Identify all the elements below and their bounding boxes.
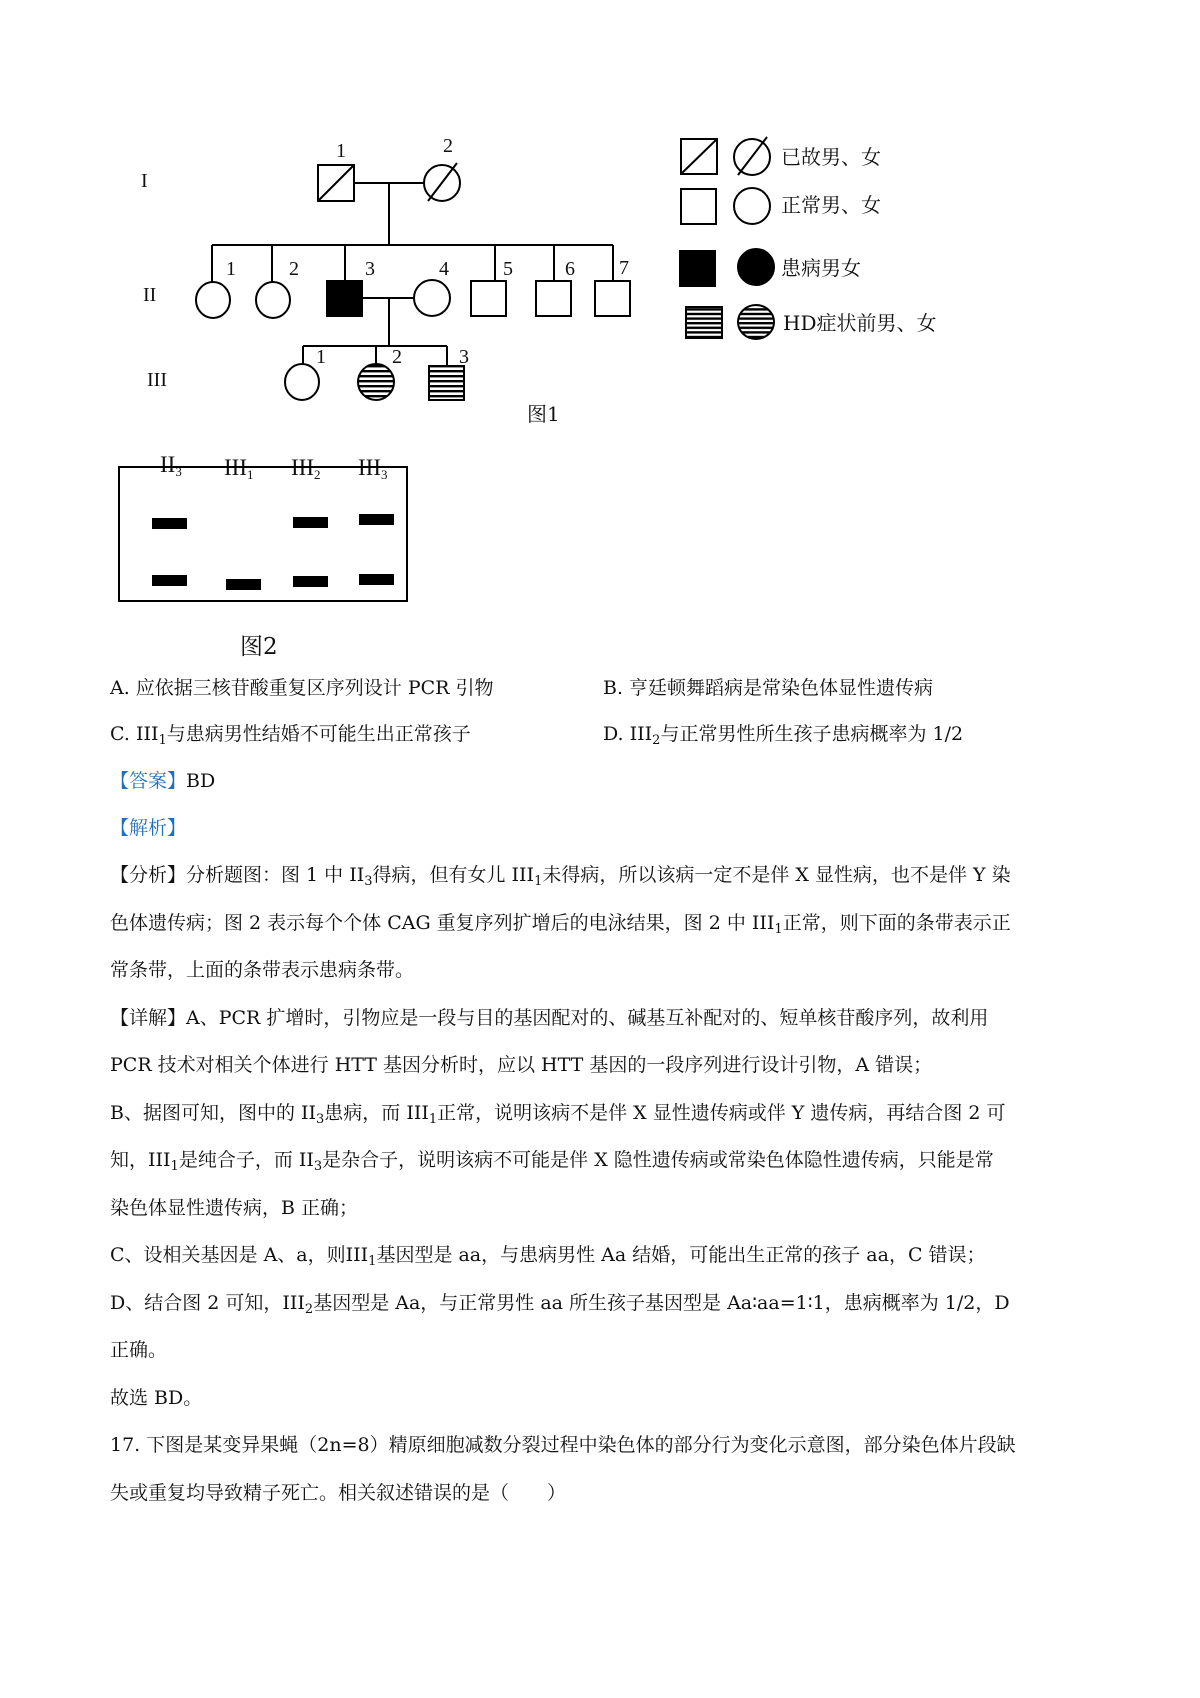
lane-label-II3: $II_3$: [160, 452, 182, 479]
analysis-tag: 【解析】: [110, 817, 187, 839]
pedigree-III2-presymptomatic-female: [358, 364, 394, 400]
option-b: B. 亨廷顿舞蹈病是常染色体显性遗传病: [603, 677, 934, 699]
num-III2: 2: [392, 346, 402, 368]
num-III1: 1: [316, 346, 326, 368]
xiangjie-c-line: C、设相关基因是 A、a，则$III_1$基因型是 aa，与患病男性 Aa 结婚，可能出生正常的孩子 aa，C 错误；: [110, 1244, 986, 1269]
pedigree-figure: [0, 0, 1200, 430]
xiangjie-b-line-2: 知，$III_1$是纯合子，而 $II_3$是杂合子，说明该病不可能是伴 X 隐性遗传病或常染色体隐性遗传病，只能是常: [110, 1149, 994, 1174]
fenxi-line-2: 色体遗传病；图 2 表示每个个体 CAG 重复序列扩增后的电泳结果，图 2 中 $III_1$正常，则下面的条带表示正: [110, 912, 1011, 937]
pedigree-III3-presymptomatic-male: [429, 366, 464, 400]
q17-line-1: 17. 下图是某变异果蝇（2n=8）精原细胞减数分裂过程中染色体的部分行为变化示意图，部分染色体片段缺: [110, 1434, 1016, 1456]
lane-label-III1: $III_1$: [224, 455, 254, 482]
num-II6: 6: [565, 258, 575, 280]
gen-label-I: I: [141, 170, 148, 192]
num-I2: 2: [443, 135, 453, 157]
fenxi-line-3: 常条带，上面的条带表示患病条带。: [110, 959, 415, 981]
xiangjie-d-line-1: D、结合图 2 可知，$III_2$基因型是 Aa，与正常男性 aa 所生孩子基因型是 Aa∶aa=1∶1，患病概率为 1/2，D: [110, 1292, 1010, 1317]
legend-deceased-label: 已故男、女: [781, 145, 881, 169]
pedigree-II7-male: [595, 281, 630, 316]
pedigree-II5-male: [471, 281, 506, 316]
pedigree-II2-female: [256, 282, 290, 318]
figure1-caption: 图1: [527, 402, 560, 426]
gen-label-II: II: [143, 284, 157, 306]
legend-presymptomatic-female-icon: [738, 305, 774, 339]
xiangjie-b-line-1: B、据图可知，图中的 $II_3$患病，而 $III_1$正常，说明该病不是伴 X 显性遗传病或伴 Y 遗传病，再结合图 2 可: [110, 1102, 1006, 1127]
gel-upper-band: [152, 518, 187, 529]
gel-lower-band: [293, 576, 328, 587]
num-II5: 5: [503, 258, 513, 280]
num-II7: 7: [619, 257, 629, 279]
option-a: A. 应依据三核苷酸重复区序列设计 PCR 引物: [110, 677, 494, 699]
xiangjie-end: 故选 BD。: [110, 1387, 203, 1409]
pedigree-II1-female: [196, 282, 230, 318]
pedigree-II4-female: [414, 280, 450, 316]
figure2-caption: 图2: [240, 634, 278, 660]
lane-label-III2: $III_2$: [291, 455, 321, 482]
option-c: C. $III_1$与患病男性结婚不可能生出正常孩子: [110, 723, 471, 748]
xiangjie-line-2: PCR 技术对相关个体进行 HTT 基因分析时，应以 HTT 基因的一段序列进行设计引物，A 错误；: [110, 1054, 933, 1076]
xiangjie-line-1: 【详解】A、PCR 扩增时，引物应是一段与目的基因配对的、碱基互补配对的、短单核苷酸序列，故利用: [110, 1007, 989, 1029]
gel-lower-band: [152, 575, 187, 586]
legend-affected-female-icon: [738, 249, 774, 285]
gel-upper-band: [293, 517, 328, 528]
answer-tag: 【答案】: [110, 770, 187, 792]
num-II2: 2: [289, 258, 299, 280]
legend-normal-female-icon: [734, 188, 770, 224]
pedigree-II3-affected-male: [327, 281, 362, 316]
num-I1: 1: [336, 140, 346, 162]
gel-lower-band: [226, 579, 261, 590]
xiangjie-d-line-2: 正确。: [110, 1339, 168, 1361]
option-d: D. $III_2$与正常男性所生孩子患病概率为 1/2: [603, 723, 964, 748]
num-II1: 1: [226, 258, 236, 280]
legend-presymptomatic-male-icon: [686, 307, 722, 338]
legend-affected-male-icon: [680, 251, 715, 286]
xiangjie-b-line-3: 染色体显性遗传病，B 正确；: [110, 1197, 359, 1219]
q17-line-2: 失或重复均导致精子死亡。相关叙述错误的是（ ）: [110, 1482, 567, 1504]
pedigree-II6-male: [536, 281, 571, 316]
fenxi-line-1: 【分析】分析题图：图 1 中 $II_3$得病，但有女儿 $III_1$未得病，所以该病一定不是伴 X 显性病，也不是伴 Y 染: [110, 864, 1011, 889]
lane-label-III3: $III_3$: [358, 455, 388, 482]
num-II3: 3: [365, 258, 375, 280]
num-III3: 3: [459, 346, 469, 368]
legend-presymptomatic-label: HD症状前男、女: [783, 311, 937, 335]
pedigree-III1-female: [285, 364, 319, 400]
gel-lower-band: [359, 574, 394, 585]
answer-line: [110, 769, 215, 793]
legend-affected-label: 患病男女: [781, 256, 861, 280]
legend-normal-male-icon: [681, 189, 716, 224]
num-II4: 4: [439, 258, 449, 280]
gel-upper-band: [359, 514, 394, 525]
answer-value: BD: [186, 770, 216, 792]
gen-label-III: III: [147, 369, 167, 391]
legend-normal-label: 正常男、女: [781, 193, 881, 217]
